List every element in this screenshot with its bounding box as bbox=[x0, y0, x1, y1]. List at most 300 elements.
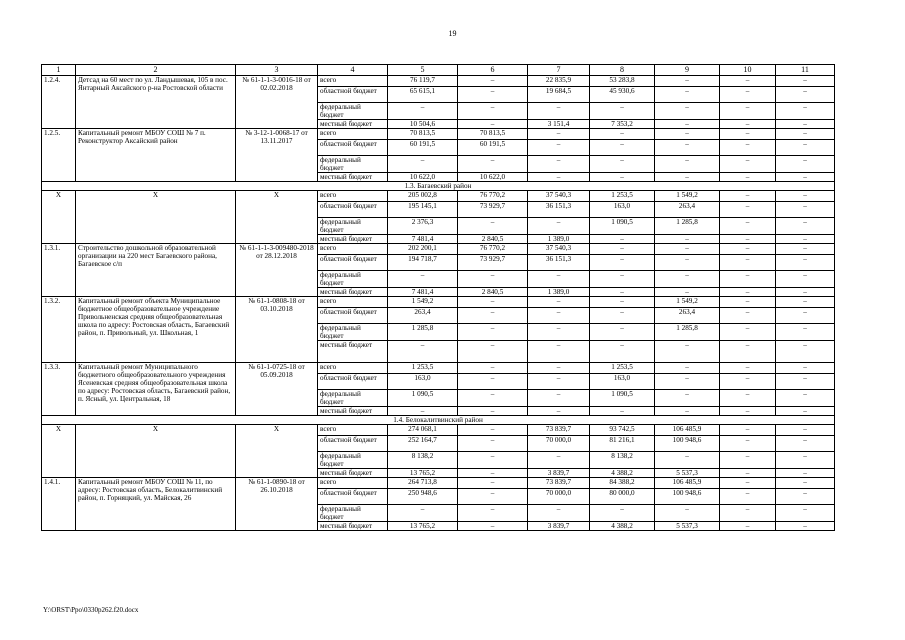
value-cell: – bbox=[720, 452, 776, 469]
value-cell: 1 090,5 bbox=[590, 218, 655, 235]
value-cell: 60 191,5 bbox=[458, 140, 528, 156]
funding-source: федеральный бюджет bbox=[318, 103, 388, 120]
table-row bbox=[42, 129, 835, 140]
value-cell: – bbox=[655, 505, 720, 522]
column-header: 9 bbox=[655, 65, 720, 76]
value-cell: – bbox=[720, 76, 776, 87]
funding-source: всего bbox=[318, 425, 388, 436]
value-cell: – bbox=[458, 341, 528, 363]
value-cell: – bbox=[720, 489, 776, 505]
funding-source: всего bbox=[318, 478, 388, 489]
value-cell: – bbox=[720, 374, 776, 390]
object-name: Х bbox=[76, 191, 236, 244]
value-cell: – bbox=[655, 103, 720, 120]
funding-source: областной бюджет bbox=[318, 140, 388, 156]
section-title: 1.3. Багаевский район bbox=[42, 182, 835, 191]
value-cell: – bbox=[776, 452, 835, 469]
value-cell: – bbox=[720, 120, 776, 129]
value-cell: – bbox=[720, 425, 776, 436]
value-cell: 73 929,7 bbox=[458, 255, 528, 271]
value-cell: – bbox=[655, 173, 720, 182]
column-header: 6 bbox=[458, 65, 528, 76]
value-cell: 264 713,8 bbox=[388, 478, 458, 489]
value-cell: – bbox=[458, 407, 528, 416]
value-cell: 65 615,1 bbox=[388, 87, 458, 103]
expertise-document: № 61-1-0890-18 от 26.10.2018 bbox=[236, 478, 318, 531]
value-cell: 70 000,0 bbox=[528, 436, 590, 452]
value-cell: 7 353,2 bbox=[590, 120, 655, 129]
value-cell: – bbox=[720, 87, 776, 103]
value-cell: 53 283,8 bbox=[590, 76, 655, 87]
item-number: Х bbox=[42, 191, 76, 244]
value-cell: 1 549,2 bbox=[655, 297, 720, 308]
value-cell: 1 253,5 bbox=[388, 363, 458, 374]
value-cell: – bbox=[776, 436, 835, 452]
value-cell: – bbox=[720, 218, 776, 235]
column-header: 4 bbox=[318, 65, 388, 76]
value-cell: – bbox=[590, 103, 655, 120]
funding-source: всего bbox=[318, 129, 388, 140]
value-cell: – bbox=[388, 341, 458, 363]
value-cell: 100 948,6 bbox=[655, 436, 720, 452]
value-cell: – bbox=[720, 390, 776, 407]
value-cell: – bbox=[655, 244, 720, 255]
value-cell: 1 549,2 bbox=[655, 191, 720, 202]
column-header: 11 bbox=[776, 65, 835, 76]
value-cell: – bbox=[528, 173, 590, 182]
value-cell: 1 285,8 bbox=[388, 324, 458, 341]
funding-source: местный бюджет bbox=[318, 522, 388, 531]
value-cell: 1 549,2 bbox=[388, 297, 458, 308]
value-cell: 2 376,3 bbox=[388, 218, 458, 235]
file-path-footer: Y:\ORST\Ppo\0330p262.f20.docx bbox=[43, 606, 139, 614]
value-cell: 2 840,5 bbox=[458, 235, 528, 244]
funding-source: всего bbox=[318, 244, 388, 255]
value-cell: 250 948,6 bbox=[388, 489, 458, 505]
funding-source: всего bbox=[318, 76, 388, 87]
table-row bbox=[42, 244, 835, 255]
expertise-document: № 61-1-1-3-0016-18 от 02.02.2018 bbox=[236, 76, 318, 129]
value-cell: – bbox=[720, 103, 776, 120]
value-cell: – bbox=[655, 76, 720, 87]
value-cell: – bbox=[590, 297, 655, 308]
value-cell: – bbox=[720, 288, 776, 297]
value-cell: – bbox=[458, 297, 528, 308]
value-cell: – bbox=[655, 235, 720, 244]
value-cell: 22 835,9 bbox=[528, 76, 590, 87]
value-cell: 70 813,5 bbox=[458, 129, 528, 140]
funding-source: местный бюджет bbox=[318, 235, 388, 244]
value-cell: – bbox=[776, 218, 835, 235]
value-cell: 205 002,8 bbox=[388, 191, 458, 202]
value-cell: – bbox=[528, 505, 590, 522]
object-name: Х bbox=[76, 425, 236, 478]
value-cell: – bbox=[458, 469, 528, 478]
value-cell: – bbox=[458, 390, 528, 407]
value-cell: – bbox=[720, 469, 776, 478]
table-row bbox=[42, 425, 835, 436]
value-cell: – bbox=[776, 425, 835, 436]
item-number: 1.4.1. bbox=[42, 478, 76, 531]
value-cell: 8 138,2 bbox=[388, 452, 458, 469]
table-row bbox=[42, 76, 835, 87]
value-cell: 194 718,7 bbox=[388, 255, 458, 271]
value-cell: – bbox=[776, 271, 835, 288]
value-cell: – bbox=[776, 505, 835, 522]
value-cell: 5 537,3 bbox=[655, 522, 720, 531]
value-cell: – bbox=[776, 156, 835, 173]
value-cell: 3 839,7 bbox=[528, 469, 590, 478]
column-header-row bbox=[42, 65, 835, 76]
value-cell: – bbox=[458, 489, 528, 505]
value-cell: – bbox=[590, 173, 655, 182]
value-cell: – bbox=[776, 489, 835, 505]
funding-source: федеральный бюджет bbox=[318, 271, 388, 288]
value-cell: – bbox=[776, 103, 835, 120]
value-cell: 81 216,1 bbox=[590, 436, 655, 452]
value-cell: – bbox=[776, 288, 835, 297]
value-cell: – bbox=[528, 140, 590, 156]
value-cell: – bbox=[528, 452, 590, 469]
funding-source: областной бюджет bbox=[318, 255, 388, 271]
value-cell: 263,4 bbox=[655, 202, 720, 218]
value-cell: – bbox=[776, 297, 835, 308]
value-cell: – bbox=[720, 522, 776, 531]
value-cell: 1 253,5 bbox=[590, 191, 655, 202]
object-name: Капитальный ремонт объекта Муниципальное бюджетное общеобразовательное учреждение Привольненская средняя общеобразовательная школа по адресу: Ростовская область, Багаевский район, п. Привольный, ул. Школьная, 1 bbox=[76, 297, 236, 363]
value-cell: 5 537,3 bbox=[655, 469, 720, 478]
item-number: 1.3.1. bbox=[42, 244, 76, 297]
item-number: 1.3.3. bbox=[42, 363, 76, 416]
value-cell: – bbox=[720, 129, 776, 140]
value-cell: – bbox=[458, 308, 528, 324]
value-cell: 1 285,8 bbox=[655, 218, 720, 235]
value-cell: – bbox=[776, 522, 835, 531]
value-cell: – bbox=[720, 297, 776, 308]
value-cell: – bbox=[655, 129, 720, 140]
value-cell: – bbox=[720, 436, 776, 452]
value-cell: 1 389,0 bbox=[528, 288, 590, 297]
value-cell: 1 090,5 bbox=[590, 390, 655, 407]
funding-source: местный бюджет bbox=[318, 407, 388, 416]
value-cell: – bbox=[590, 271, 655, 288]
value-cell: 60 191,5 bbox=[388, 140, 458, 156]
funding-source: местный бюджет bbox=[318, 288, 388, 297]
value-cell: – bbox=[458, 218, 528, 235]
expertise-document: № 61-1-0725-18 от 05.09.2018 bbox=[236, 363, 318, 416]
value-cell: – bbox=[655, 374, 720, 390]
value-cell: 4 388,2 bbox=[590, 469, 655, 478]
value-cell: – bbox=[458, 505, 528, 522]
value-cell: 37 540,3 bbox=[528, 244, 590, 255]
value-cell: – bbox=[776, 324, 835, 341]
value-cell: – bbox=[590, 140, 655, 156]
value-cell: – bbox=[590, 308, 655, 324]
value-cell: 19 684,5 bbox=[528, 87, 590, 103]
funding-source: федеральный бюджет bbox=[318, 390, 388, 407]
value-cell: – bbox=[458, 103, 528, 120]
value-cell: 106 485,9 bbox=[655, 425, 720, 436]
column-header: 8 bbox=[590, 65, 655, 76]
item-number: 1.2.4. bbox=[42, 76, 76, 129]
value-cell: 13 765,2 bbox=[388, 522, 458, 531]
value-cell: 10 622,0 bbox=[458, 173, 528, 182]
value-cell: – bbox=[528, 341, 590, 363]
value-cell: – bbox=[720, 363, 776, 374]
value-cell: – bbox=[776, 341, 835, 363]
value-cell: – bbox=[388, 271, 458, 288]
funding-source: областной бюджет bbox=[318, 202, 388, 218]
value-cell: 80 000,0 bbox=[590, 489, 655, 505]
value-cell: – bbox=[458, 425, 528, 436]
column-header: 3 bbox=[236, 65, 318, 76]
value-cell: – bbox=[528, 271, 590, 288]
value-cell: – bbox=[720, 324, 776, 341]
value-cell: – bbox=[388, 407, 458, 416]
value-cell: 1 389,0 bbox=[528, 235, 590, 244]
section-title: 1.4. Белокалитвинский район bbox=[42, 416, 835, 425]
funding-source: федеральный бюджет bbox=[318, 156, 388, 173]
value-cell: – bbox=[458, 271, 528, 288]
page-number: 19 bbox=[448, 29, 457, 38]
funding-source: федеральный бюджет bbox=[318, 505, 388, 522]
value-cell: 2 840,5 bbox=[458, 288, 528, 297]
value-cell: – bbox=[458, 76, 528, 87]
value-cell: – bbox=[776, 191, 835, 202]
value-cell: – bbox=[590, 156, 655, 173]
object-name: Детсад на 60 мест по ул. Ландышевая, 105 в пос. Янтарный Аксайского р-на Ростовской области bbox=[76, 76, 236, 129]
value-cell: – bbox=[720, 173, 776, 182]
value-cell: – bbox=[528, 103, 590, 120]
value-cell: – bbox=[720, 255, 776, 271]
value-cell: 13 765,2 bbox=[388, 469, 458, 478]
value-cell: 263,4 bbox=[655, 308, 720, 324]
value-cell: 70 813,5 bbox=[388, 129, 458, 140]
column-header: 7 bbox=[528, 65, 590, 76]
value-cell: – bbox=[720, 505, 776, 522]
value-cell: – bbox=[655, 363, 720, 374]
value-cell: – bbox=[776, 478, 835, 489]
value-cell: – bbox=[776, 129, 835, 140]
value-cell: – bbox=[720, 407, 776, 416]
value-cell: 73 839,7 bbox=[528, 478, 590, 489]
value-cell: 195 145,1 bbox=[388, 202, 458, 218]
value-cell: – bbox=[458, 522, 528, 531]
funding-source: областной бюджет bbox=[318, 374, 388, 390]
expertise-document: Х bbox=[236, 425, 318, 478]
value-cell: – bbox=[655, 407, 720, 416]
table-row bbox=[42, 363, 835, 374]
value-cell: 100 948,6 bbox=[655, 489, 720, 505]
expertise-document: № 3-12-1-0068-17 от 13.11.2017 bbox=[236, 129, 318, 182]
value-cell: – bbox=[776, 173, 835, 182]
value-cell: 1 090,5 bbox=[388, 390, 458, 407]
value-cell: 76 770,2 bbox=[458, 191, 528, 202]
value-cell: 202 200,1 bbox=[388, 244, 458, 255]
value-cell: 45 930,6 bbox=[590, 87, 655, 103]
value-cell: – bbox=[655, 87, 720, 103]
funding-source: федеральный бюджет bbox=[318, 324, 388, 341]
value-cell: 163,0 bbox=[590, 202, 655, 218]
table-body bbox=[42, 76, 835, 531]
object-name: Строительство дошкольной образовательной организации на 220 мест Багаевского района, Багаевское с/п bbox=[76, 244, 236, 297]
value-cell: – bbox=[720, 271, 776, 288]
value-cell: – bbox=[655, 140, 720, 156]
value-cell: 163,0 bbox=[590, 374, 655, 390]
value-cell: 4 388,2 bbox=[590, 522, 655, 531]
value-cell: – bbox=[720, 235, 776, 244]
expertise-document: № 61-1-0808-18 от 03.10.2018 bbox=[236, 297, 318, 363]
value-cell: – bbox=[590, 129, 655, 140]
value-cell: 8 138,2 bbox=[590, 452, 655, 469]
value-cell: 274 068,1 bbox=[388, 425, 458, 436]
expertise-document: Х bbox=[236, 191, 318, 244]
value-cell: 36 151,3 bbox=[528, 255, 590, 271]
funding-source: областной бюджет bbox=[318, 87, 388, 103]
value-cell: – bbox=[388, 103, 458, 120]
value-cell: – bbox=[720, 478, 776, 489]
column-header: 10 bbox=[720, 65, 776, 76]
value-cell: – bbox=[776, 235, 835, 244]
value-cell: – bbox=[655, 255, 720, 271]
funding-source: областной бюджет bbox=[318, 436, 388, 452]
value-cell: 37 540,3 bbox=[528, 191, 590, 202]
value-cell: – bbox=[720, 202, 776, 218]
value-cell: – bbox=[590, 505, 655, 522]
value-cell: – bbox=[590, 255, 655, 271]
value-cell: – bbox=[776, 87, 835, 103]
value-cell: – bbox=[528, 156, 590, 173]
expertise-document: № 61-1-1-3-009480-2018 от 28.12.2018 bbox=[236, 244, 318, 297]
value-cell: – bbox=[776, 407, 835, 416]
value-cell: – bbox=[528, 129, 590, 140]
value-cell: 10 504,6 bbox=[388, 120, 458, 129]
funding-source: областной бюджет bbox=[318, 489, 388, 505]
value-cell: 73 929,7 bbox=[458, 202, 528, 218]
column-header: 5 bbox=[388, 65, 458, 76]
value-cell: – bbox=[458, 478, 528, 489]
funding-source: федеральный бюджет bbox=[318, 452, 388, 469]
value-cell: – bbox=[458, 452, 528, 469]
item-number: 1.2.5. bbox=[42, 129, 76, 182]
value-cell: – bbox=[776, 140, 835, 156]
value-cell: – bbox=[776, 202, 835, 218]
value-cell: – bbox=[776, 255, 835, 271]
value-cell: – bbox=[655, 288, 720, 297]
value-cell: – bbox=[590, 235, 655, 244]
object-name: Капитальный ремонт Муниципального бюджетного общеобразовательного учреждения Ясеневская средняя общеобразовательная школа по адресу: Ростовская область, Багаевский район, п. Ясный, ул. Центральная, 18 bbox=[76, 363, 236, 416]
value-cell: – bbox=[720, 140, 776, 156]
value-cell: 76 119,7 bbox=[388, 76, 458, 87]
value-cell: 1 253,5 bbox=[590, 363, 655, 374]
value-cell: – bbox=[776, 374, 835, 390]
value-cell: – bbox=[720, 191, 776, 202]
value-cell: 70 000,0 bbox=[528, 489, 590, 505]
value-cell: – bbox=[458, 363, 528, 374]
value-cell: 106 485,9 bbox=[655, 478, 720, 489]
value-cell: – bbox=[528, 324, 590, 341]
funding-source: местный бюджет bbox=[318, 341, 388, 363]
value-cell: – bbox=[458, 324, 528, 341]
value-cell: – bbox=[655, 341, 720, 363]
budget-table bbox=[41, 64, 835, 531]
value-cell: 1 285,8 bbox=[655, 324, 720, 341]
value-cell: – bbox=[458, 374, 528, 390]
value-cell: 36 151,3 bbox=[528, 202, 590, 218]
value-cell: – bbox=[458, 120, 528, 129]
value-cell: – bbox=[655, 156, 720, 173]
value-cell: – bbox=[776, 244, 835, 255]
item-number: 1.3.2. bbox=[42, 297, 76, 363]
value-cell: 163,0 bbox=[388, 374, 458, 390]
value-cell: 3 839,7 bbox=[528, 522, 590, 531]
value-cell: – bbox=[776, 76, 835, 87]
value-cell: – bbox=[458, 87, 528, 103]
value-cell: – bbox=[655, 120, 720, 129]
funding-source: местный бюджет bbox=[318, 173, 388, 182]
value-cell: 263,4 bbox=[388, 308, 458, 324]
value-cell: – bbox=[528, 363, 590, 374]
value-cell: 84 388,2 bbox=[590, 478, 655, 489]
value-cell: 7 481,4 bbox=[388, 235, 458, 244]
section-row bbox=[42, 416, 835, 425]
value-cell: – bbox=[655, 390, 720, 407]
funding-source: всего bbox=[318, 191, 388, 202]
table-row bbox=[42, 297, 835, 308]
column-header: 2 bbox=[76, 65, 236, 76]
object-name: Капитальный ремонт МБОУ СОШ № 7 п. Реконструктор Аксайский район bbox=[76, 129, 236, 182]
value-cell: – bbox=[655, 271, 720, 288]
item-number: Х bbox=[42, 425, 76, 478]
value-cell: – bbox=[776, 308, 835, 324]
funding-source: местный бюджет bbox=[318, 120, 388, 129]
value-cell: – bbox=[528, 218, 590, 235]
value-cell: – bbox=[590, 288, 655, 297]
table-row bbox=[42, 191, 835, 202]
value-cell: – bbox=[528, 374, 590, 390]
value-cell: – bbox=[388, 505, 458, 522]
object-name: Капитальный ремонт МБОУ СОШ № 11, по адресу: Ростовская область, Белокалитвинский район, п. Горняцкий, ул. Майская, 26 bbox=[76, 478, 236, 531]
value-cell: – bbox=[776, 390, 835, 407]
value-cell: 76 770,2 bbox=[458, 244, 528, 255]
value-cell: – bbox=[458, 436, 528, 452]
value-cell: – bbox=[720, 156, 776, 173]
section-row bbox=[42, 182, 835, 191]
value-cell: 73 839,7 bbox=[528, 425, 590, 436]
funding-source: местный бюджет bbox=[318, 469, 388, 478]
value-cell: – bbox=[528, 308, 590, 324]
value-cell: – bbox=[720, 308, 776, 324]
value-cell: – bbox=[528, 407, 590, 416]
value-cell: – bbox=[590, 324, 655, 341]
value-cell: – bbox=[388, 156, 458, 173]
value-cell: – bbox=[590, 407, 655, 416]
value-cell: – bbox=[776, 363, 835, 374]
value-cell: – bbox=[590, 244, 655, 255]
value-cell: – bbox=[528, 390, 590, 407]
funding-source: федеральный бюджет bbox=[318, 218, 388, 235]
value-cell: – bbox=[720, 244, 776, 255]
funding-source: областной бюджет bbox=[318, 308, 388, 324]
value-cell: – bbox=[528, 297, 590, 308]
value-cell: – bbox=[776, 469, 835, 478]
value-cell: 10 622,0 bbox=[388, 173, 458, 182]
value-cell: 93 742,5 bbox=[590, 425, 655, 436]
value-cell: – bbox=[590, 341, 655, 363]
funding-source: всего bbox=[318, 297, 388, 308]
value-cell: – bbox=[720, 341, 776, 363]
value-cell: 252 164,7 bbox=[388, 436, 458, 452]
